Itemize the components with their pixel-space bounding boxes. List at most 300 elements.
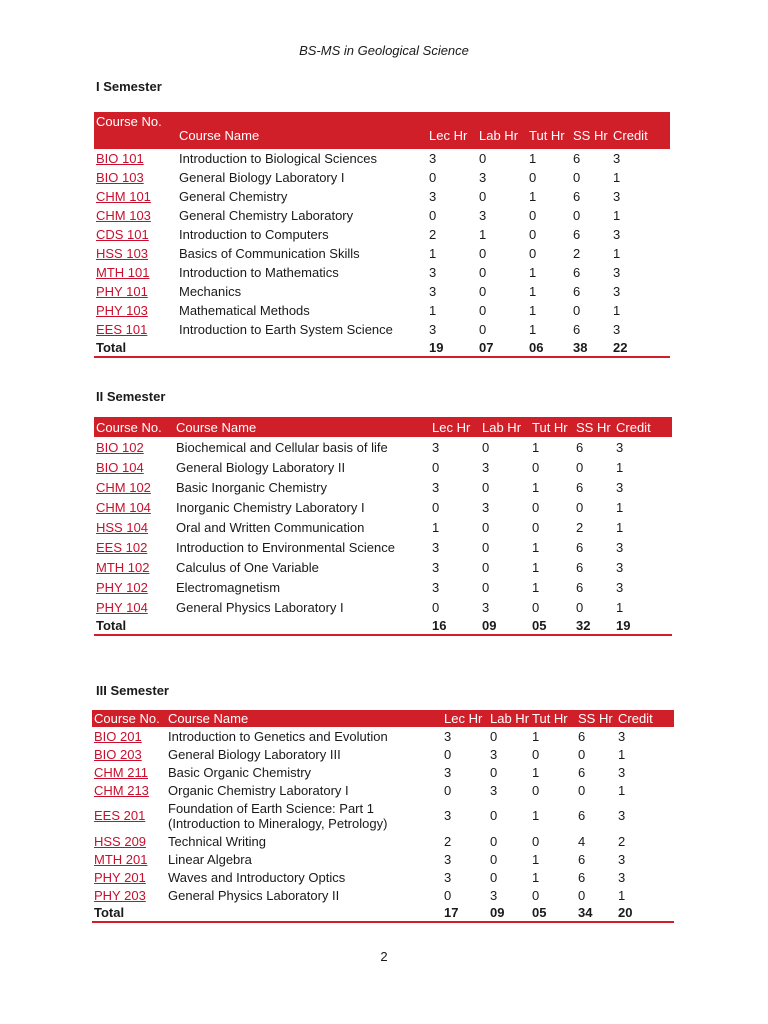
course-code-link[interactable]: MTH 102	[96, 559, 150, 575]
course-name-cell: General Biology Laboratory II	[176, 459, 346, 475]
column-header-name: Course Name	[166, 710, 442, 727]
tut-hours-cell: 1	[532, 439, 540, 455]
lec-hours-cell: 0	[444, 782, 452, 798]
total-lec: 16	[430, 617, 480, 635]
course-code-link[interactable]: PHY 103	[96, 303, 148, 318]
course-code-cell	[94, 225, 177, 244]
semester-3-table	[92, 710, 674, 923]
course-code-link[interactable]: CHM 103	[96, 208, 151, 223]
course-code-cell	[94, 517, 174, 537]
table-row	[92, 781, 674, 799]
credit-cell: 1	[616, 459, 624, 475]
tut-hours-cell: 0	[529, 246, 537, 261]
table-row	[94, 320, 670, 339]
table-row	[94, 282, 670, 301]
credit-cell: 3	[618, 808, 626, 823]
ss-hours-cell: 4	[578, 833, 586, 849]
lec-hours-cell: 3	[444, 728, 452, 744]
ss-hours-cell: 6	[573, 227, 581, 242]
credit-cell: 3	[613, 284, 621, 299]
tut-hours-cell: 0	[529, 208, 537, 223]
column-header-lec: Lec Hr	[430, 417, 480, 437]
course-code-cell	[94, 537, 174, 557]
lab-hours-cell: 0	[479, 303, 487, 318]
tut-hours-cell: 1	[529, 303, 537, 318]
ss-hours-cell: 0	[573, 208, 581, 223]
total-credit: 19	[614, 617, 672, 635]
credit-cell: 1	[618, 746, 626, 762]
course-code-cell	[92, 886, 166, 904]
lab-hours-cell: 3	[490, 782, 498, 798]
course-code-link[interactable]: PHY 102	[96, 579, 148, 595]
total-lec: 19	[427, 339, 477, 357]
credit-cell: 1	[613, 208, 621, 223]
lec-hours-cell: 1	[429, 303, 437, 318]
course-code-cell	[92, 727, 166, 745]
course-code-cell	[94, 187, 177, 206]
credit-cell: 3	[616, 579, 624, 595]
total-lab: 07	[477, 339, 527, 357]
course-code-cell	[92, 868, 166, 886]
course-code-cell	[92, 832, 166, 850]
lec-hours-cell: 3	[432, 559, 440, 575]
semester-2-heading: II Semester	[96, 389, 166, 404]
table-row	[94, 477, 672, 497]
tut-hours-cell: 0	[532, 599, 540, 615]
lab-hours-cell: 3	[482, 459, 490, 475]
column-header-tut: Tut Hr	[530, 710, 576, 727]
table-header-row	[94, 112, 670, 149]
credit-cell: 3	[616, 479, 624, 495]
lec-hours-cell: 0	[429, 170, 437, 185]
table-row	[94, 301, 670, 320]
tut-hours-cell: 0	[532, 887, 540, 903]
semester-2-table	[94, 417, 672, 636]
table-row	[92, 799, 674, 832]
course-code-link[interactable]: BIO 103	[96, 170, 144, 185]
lab-hours-cell: 0	[482, 519, 490, 535]
course-name-line-1: Foundation of Earth Science: Part 1	[168, 800, 374, 816]
ss-hours-cell: 6	[576, 539, 584, 555]
lec-hours-cell: 3	[432, 579, 440, 595]
course-name-cell: Basic Inorganic Chemistry	[176, 479, 327, 495]
tut-hours-cell: 0	[529, 227, 537, 242]
tut-hours-cell: 1	[529, 189, 537, 204]
tut-hours-cell: 1	[529, 151, 537, 166]
lec-hours-cell: 3	[444, 808, 452, 823]
tut-hours-cell: 1	[532, 764, 540, 780]
ss-hours-cell: 6	[573, 265, 581, 280]
page-number: 2	[380, 949, 388, 964]
ss-hours-cell: 6	[576, 559, 584, 575]
ss-hours-cell: 0	[573, 170, 581, 185]
table-row	[94, 597, 672, 617]
course-name-cell: Introduction to Mathematics	[179, 265, 339, 280]
course-code-cell	[92, 745, 166, 763]
table-row	[94, 244, 670, 263]
lab-hours-cell: 0	[482, 559, 490, 575]
total-label: Total	[94, 339, 177, 357]
table-header-row	[94, 417, 672, 437]
table-row	[94, 206, 670, 225]
lec-hours-cell: 2	[444, 833, 452, 849]
column-header-name: Course Name	[177, 112, 427, 149]
course-code-link[interactable]: EES 102	[96, 539, 148, 555]
table-row	[94, 168, 670, 187]
column-header-credit: Credit	[614, 417, 672, 437]
lab-hours-cell: 1	[479, 227, 487, 242]
ss-hours-cell: 6	[578, 764, 586, 780]
course-code-link[interactable]: HSS 209	[94, 833, 147, 849]
course-code-cell	[92, 763, 166, 781]
course-code-link[interactable]: CHM 101	[96, 189, 151, 204]
table-row	[94, 149, 670, 168]
tut-hours-cell: 1	[532, 869, 540, 885]
total-row	[94, 339, 670, 357]
total-ss: 38	[571, 339, 611, 357]
course-code-cell	[94, 263, 177, 282]
course-name-cell: Oral and Written Communication	[176, 519, 365, 535]
credit-cell: 1	[613, 303, 621, 318]
ss-hours-cell: 2	[576, 519, 584, 535]
credit-cell: 3	[613, 322, 621, 337]
course-code-cell	[92, 781, 166, 799]
lec-hours-cell: 0	[432, 599, 440, 615]
total-credit: 22	[611, 339, 670, 357]
lab-hours-cell: 0	[490, 764, 498, 780]
course-code-cell	[92, 850, 166, 868]
course-code-cell	[94, 168, 177, 187]
course-name-cell: General Biology Laboratory III	[168, 746, 341, 762]
total-tut: 05	[530, 904, 576, 922]
table-row	[94, 187, 670, 206]
tut-hours-cell: 1	[532, 559, 540, 575]
course-code-link[interactable]: PHY 101	[96, 284, 148, 299]
column-header-credit: Credit	[616, 710, 674, 727]
column-header-lec: Lec Hr	[442, 710, 488, 727]
column-header-name: Course Name	[174, 417, 430, 437]
lab-hours-cell: 0	[490, 833, 498, 849]
course-code-link[interactable]: BIO 201	[94, 728, 142, 744]
course-code-link[interactable]: CHM 104	[96, 499, 151, 515]
course-code-link[interactable]: CDS 101	[96, 227, 149, 242]
table-row	[94, 497, 672, 517]
course-code-cell	[94, 497, 174, 517]
table-row	[94, 437, 672, 457]
total-tut: 06	[527, 339, 571, 357]
lab-hours-cell: 3	[479, 170, 487, 185]
course-code-cell	[94, 149, 177, 168]
course-name-cell: General Physics Laboratory I	[176, 599, 344, 615]
lab-hours-cell: 0	[490, 869, 498, 885]
course-name-cell: Basic Organic Chemistry	[168, 764, 312, 780]
table-header-row	[92, 710, 674, 727]
credit-cell: 3	[618, 851, 626, 867]
course-code-link[interactable]: HSS 104	[96, 519, 149, 535]
course-code-cell	[94, 320, 177, 339]
lec-hours-cell: 3	[429, 284, 437, 299]
course-code-link[interactable]: HSS 103	[96, 246, 149, 261]
course-code-link[interactable]: CHM 213	[94, 782, 149, 798]
document-title: BS-MS in Geological Science	[299, 43, 469, 58]
tut-hours-cell: 1	[529, 265, 537, 280]
course-code-link[interactable]: EES 201	[94, 808, 146, 823]
credit-cell: 3	[618, 764, 626, 780]
ss-hours-cell: 0	[573, 303, 581, 318]
course-code-link[interactable]: PHY 203	[94, 887, 146, 903]
lab-hours-cell: 0	[482, 479, 490, 495]
lec-hours-cell: 2	[429, 227, 437, 242]
tut-hours-cell: 0	[532, 459, 540, 475]
course-code-cell	[94, 282, 177, 301]
tut-hours-cell: 1	[532, 851, 540, 867]
ss-hours-cell: 6	[578, 869, 586, 885]
lec-hours-cell: 3	[444, 869, 452, 885]
course-name-cell	[166, 799, 442, 832]
total-label: Total	[92, 904, 166, 922]
lec-hours-cell: 0	[444, 746, 452, 762]
course-name-cell: Mechanics	[179, 284, 242, 299]
table-row	[92, 763, 674, 781]
column-header-code: Course No.	[94, 112, 177, 149]
course-code-cell	[94, 597, 174, 617]
total-credit: 20	[616, 904, 674, 922]
course-code-link[interactable]: PHY 201	[94, 869, 146, 885]
tut-hours-cell: 1	[532, 808, 540, 823]
total-ss: 34	[576, 904, 616, 922]
table-row	[92, 886, 674, 904]
lec-hours-cell: 3	[444, 851, 452, 867]
lab-hours-cell: 0	[479, 322, 487, 337]
course-name-cell: General Biology Laboratory I	[179, 170, 345, 185]
course-name-cell: Introduction to Computers	[179, 227, 329, 242]
course-name-cell: Inorganic Chemistry Laboratory I	[176, 499, 365, 515]
credit-cell: 1	[616, 499, 624, 515]
lab-hours-cell: 0	[482, 539, 490, 555]
course-name-cell: Technical Writing	[168, 833, 267, 849]
course-name-cell: Waves and Introductory Optics	[168, 869, 346, 885]
credit-cell: 3	[616, 439, 624, 455]
ss-hours-cell: 0	[578, 746, 586, 762]
table-row	[94, 577, 672, 597]
column-header-lab: Lab Hr	[490, 711, 530, 726]
column-header-ss: SS Hr	[571, 112, 611, 149]
total-spacer	[174, 617, 430, 635]
tut-hours-cell: 0	[532, 499, 540, 515]
ss-hours-cell: 6	[578, 728, 586, 744]
tut-hours-cell: 0	[532, 746, 540, 762]
table-row	[92, 727, 674, 745]
credit-cell: 1	[613, 246, 621, 261]
course-code-link[interactable]: CHM 211	[94, 764, 148, 780]
ss-hours-cell: 6	[573, 151, 581, 166]
total-spacer	[177, 339, 427, 357]
course-name-cell: Introduction to Genetics and Evolution	[168, 728, 388, 744]
credit-cell: 3	[613, 189, 621, 204]
lab-hours-cell: 0	[479, 151, 487, 166]
course-code-link[interactable]: PHY 104	[96, 599, 148, 615]
column-header-tut: Tut Hr	[527, 112, 571, 149]
course-name-cell: General Chemistry	[179, 189, 288, 204]
tut-hours-cell: 1	[529, 322, 537, 337]
ss-hours-cell: 6	[578, 851, 586, 867]
tut-hours-cell: 0	[532, 833, 540, 849]
table-row	[94, 225, 670, 244]
total-tut: 05	[530, 617, 574, 635]
column-header-lec: Lec Hr	[427, 112, 477, 149]
lec-hours-cell: 3	[444, 764, 452, 780]
lec-hours-cell: 3	[432, 539, 440, 555]
lab-hours-cell: 3	[482, 599, 490, 615]
course-code-cell	[94, 557, 174, 577]
course-code-link[interactable]: BIO 104	[96, 459, 144, 475]
tut-hours-cell: 0	[532, 519, 540, 535]
course-code-cell	[92, 799, 166, 832]
total-row	[92, 904, 674, 922]
table-row	[92, 832, 674, 850]
course-code-cell	[94, 437, 174, 457]
credit-cell: 1	[616, 519, 624, 535]
course-code-link[interactable]: MTH 201	[94, 851, 148, 867]
course-name-cell: Introduction to Earth System Science	[179, 322, 393, 337]
course-code-link[interactable]: BIO 102	[96, 439, 144, 455]
ss-hours-cell: 6	[576, 579, 584, 595]
course-code-cell	[94, 206, 177, 225]
course-code-cell	[94, 477, 174, 497]
total-spacer	[166, 904, 442, 922]
course-name-cell: Linear Algebra	[168, 851, 252, 867]
lec-hours-cell: 0	[429, 208, 437, 223]
ss-hours-cell: 0	[578, 782, 586, 798]
course-code-link[interactable]: CHM 102	[96, 479, 151, 495]
lec-hours-cell: 3	[429, 322, 437, 337]
column-header-credit: Credit	[611, 112, 670, 149]
lab-hours-cell: 3	[482, 499, 490, 515]
credit-cell: 3	[618, 869, 626, 885]
course-code-cell	[94, 457, 174, 477]
semester-3-heading: III Semester	[96, 683, 169, 698]
lab-hours-cell: 0	[490, 808, 498, 823]
course-name-cell: Basics of Communication Skills	[179, 246, 360, 261]
semester-1-table	[94, 112, 670, 358]
course-name-cell: Calculus of One Variable	[176, 559, 319, 575]
table-row	[94, 557, 672, 577]
ss-hours-cell: 6	[573, 189, 581, 204]
course-name-cell: Introduction to Biological Sciences	[179, 151, 378, 166]
total-lec: 17	[442, 904, 488, 922]
credit-cell: 3	[616, 539, 624, 555]
ss-hours-cell: 6	[576, 479, 584, 495]
table-row	[94, 457, 672, 477]
ss-hours-cell: 0	[578, 887, 586, 903]
tut-hours-cell: 0	[529, 170, 537, 185]
lab-hours-cell: 3	[490, 887, 498, 903]
credit-cell: 3	[616, 559, 624, 575]
course-code-link[interactable]: MTH 101	[96, 265, 150, 280]
lab-hours-cell: 0	[479, 246, 487, 261]
credit-cell: 3	[613, 151, 621, 166]
credit-cell: 3	[618, 728, 626, 744]
credit-cell: 1	[613, 170, 621, 185]
total-ss: 32	[574, 617, 614, 635]
table-row	[92, 745, 674, 763]
ss-hours-cell: 6	[573, 284, 581, 299]
course-name-cell: Introduction to Environmental Science	[176, 539, 395, 555]
credit-cell: 3	[613, 227, 621, 242]
table-row	[92, 850, 674, 868]
column-header-tut: Tut Hr	[530, 417, 574, 437]
tut-hours-cell: 1	[532, 728, 540, 744]
column-header-code: Course No.	[92, 710, 166, 727]
lab-hours-cell: 0	[479, 189, 487, 204]
lab-hours-cell: 0	[482, 579, 490, 595]
column-header-ss: SS Hr	[574, 417, 614, 437]
total-lab: 09	[480, 617, 530, 635]
credit-cell: 1	[616, 599, 624, 615]
course-code-cell	[94, 301, 177, 320]
course-code-cell	[94, 577, 174, 597]
lec-hours-cell: 3	[432, 439, 440, 455]
tut-hours-cell: 1	[532, 479, 540, 495]
lec-hours-cell: 0	[432, 459, 440, 475]
column-header-ss: SS Hr	[576, 710, 616, 727]
total-label: Total	[94, 617, 174, 635]
course-code-cell	[94, 244, 177, 263]
ss-hours-cell: 2	[573, 246, 581, 261]
tut-hours-cell: 1	[529, 284, 537, 299]
lec-hours-cell: 0	[444, 887, 452, 903]
tut-hours-cell: 0	[532, 782, 540, 798]
course-name-cell: Biochemical and Cellular basis of life	[176, 439, 388, 455]
credit-cell: 2	[618, 833, 626, 849]
ss-hours-cell: 0	[576, 599, 584, 615]
course-name-line-2: (Introduction to Mineralogy, Petrology)	[168, 815, 388, 831]
lec-hours-cell: 3	[429, 265, 437, 280]
table-row	[94, 263, 670, 282]
course-name-cell: Electromagnetism	[176, 579, 281, 595]
total-lab: 09	[488, 904, 530, 922]
course-name-cell: Organic Chemistry Laboratory I	[168, 782, 349, 798]
lec-hours-cell: 3	[429, 151, 437, 166]
course-name-cell: General Chemistry Laboratory	[179, 208, 354, 223]
lab-hours-cell: 3	[479, 208, 487, 223]
course-code-link[interactable]: BIO 203	[94, 746, 142, 762]
table-row	[94, 537, 672, 557]
credit-cell: 1	[618, 782, 626, 798]
lec-hours-cell: 0	[432, 499, 440, 515]
tut-hours-cell: 1	[532, 539, 540, 555]
tut-hours-cell: 1	[532, 579, 540, 595]
semester-1-heading: I Semester	[96, 79, 162, 94]
ss-hours-cell: 0	[576, 499, 584, 515]
lab-hours-cell: 0	[490, 851, 498, 867]
course-name-cell: Mathematical Methods	[179, 303, 310, 318]
ss-hours-cell: 6	[573, 322, 581, 337]
course-code-link[interactable]: EES 101	[96, 322, 148, 337]
lec-hours-cell: 1	[432, 519, 440, 535]
ss-hours-cell: 6	[578, 808, 586, 823]
lab-hours-cell: 0	[479, 284, 487, 299]
lec-hours-cell: 3	[429, 189, 437, 204]
table-row	[92, 868, 674, 886]
lab-hours-cell: 3	[490, 746, 498, 762]
ss-hours-cell: 6	[576, 439, 584, 455]
table-row	[94, 517, 672, 537]
ss-hours-cell: 0	[576, 459, 584, 475]
column-header-lab: Lab Hr	[480, 417, 530, 437]
course-code-link[interactable]: BIO 101	[96, 151, 144, 166]
lec-hours-cell: 1	[429, 246, 437, 261]
